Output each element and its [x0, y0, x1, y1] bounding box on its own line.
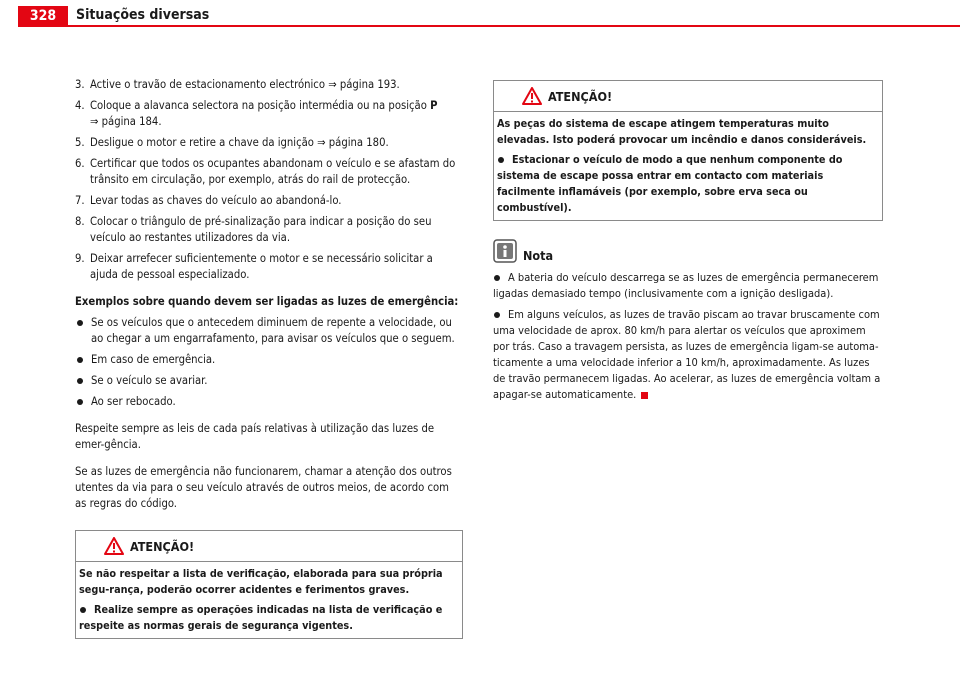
list-item: Em caso de emergência.: [75, 352, 463, 368]
note-title: Nota: [523, 248, 554, 263]
list-item: 7. Levar todas as chaves do veículo ao abandoná-lo.: [75, 194, 342, 207]
right-column: [493, 80, 883, 408]
warning-text: Se não respeitar a lista de verificação, elaborada para sua própria segu-rança, poderão ocorrer acidentes e ferimentos graves.: [79, 567, 443, 596]
warning-box: [493, 80, 883, 221]
running-title: Situações diversas: [76, 7, 210, 23]
bullet-icon: [77, 320, 83, 326]
list-item: Estacionar o veículo de modo a que nenhum componente do sistema de escape possa entrar em contacto com materiais facilmente inflamáveis (por exemplo, sobre erva seca ou combustível).: [497, 153, 843, 214]
note-header: [493, 239, 883, 267]
bullet-icon: [494, 275, 500, 281]
warning-body: [76, 562, 462, 638]
warning-triangle-icon: [104, 537, 124, 555]
list-item: Se os veículos que o antecedem diminuem de repente a velocidade, ou ao chegar a um engarrafamento, para avisar os veículos que o seguem.: [75, 315, 463, 347]
bullet-icon: [77, 399, 83, 405]
list-item: 9. Deixar arrefecer suficientemente o motor e se necessário solicitar a ajuda de pessoal especializado.: [75, 252, 433, 281]
paragraph: Respeite sempre as leis de cada país relativas à utilização das luzes de emer-gência.: [75, 422, 435, 451]
list-item: 5. Desligue o motor e retire a chave da ignição ⇒ página 180.: [75, 136, 389, 149]
note-body: [493, 270, 883, 403]
list-item: 3. Active o travão de estacionamento electrónico ⇒ página 193.: [75, 78, 400, 91]
warning-body: [494, 112, 882, 220]
warning-title: ATENÇÃO!: [548, 89, 613, 104]
list-item: 8. Colocar o triângulo de pré-sinalização para indicar a posição do seu veículo ao restantes utilizadores da via.: [75, 215, 432, 244]
bullet-icon: [498, 157, 504, 163]
list-item: 4. Coloque a alavanca selectora na posição intermédia ou na posição P ⇒ página 184.: [75, 99, 438, 128]
header-rule: [18, 25, 960, 27]
steps-list: [75, 77, 463, 283]
list-item: Ao ser rebocado.: [75, 394, 463, 410]
examples-heading: Exemplos sobre quando devem ser ligadas as luzes de emergência:: [75, 295, 459, 308]
page-header: [0, 0, 960, 28]
warning-title: ATENÇÃO!: [130, 539, 195, 554]
bullet-icon: [80, 607, 86, 613]
bullet-icon: [77, 378, 83, 384]
left-column: [75, 77, 463, 639]
end-mark-icon: [641, 392, 648, 399]
page-number: 328: [18, 6, 68, 26]
list-item: A bateria do veículo descarrega se as luzes de emergência permanecerem ligadas demasiado tempo (inclusivamente com a ignição desligada).: [493, 271, 879, 300]
list-item: 6. Certificar que todos os ocupantes abandonam o veículo e se afastam do trânsito em circulação, por exemplo, atrás do rail de protecção.: [75, 157, 456, 186]
info-note-icon: [493, 239, 517, 263]
bullet-icon: [494, 312, 500, 318]
warning-header: [494, 81, 882, 112]
bullet-icon: [77, 357, 83, 363]
paragraph: Se as luzes de emergência não funcionarem, chamar a atenção dos outros utentes da via para o seu veículo através de outros meios, de acordo com as regras do código.: [75, 465, 452, 510]
warning-header: [76, 531, 462, 562]
list-item: Se o veículo se avariar.: [75, 373, 463, 389]
warning-triangle-icon: [522, 87, 542, 105]
warning-box: [75, 530, 463, 639]
warning-text: As peças do sistema de escape atingem temperaturas muito elevadas. Isto poderá provocar um incêndio e danos consideráveis.: [497, 117, 867, 146]
list-item: Em alguns veículos, as luzes de travão piscam ao travar bruscamente com uma velocidade de aprox. 80 km/h para alertar os veículos que aproximem por trás. Caso a travagem persista, as luzes de emergência ligam-se automa-ticamente a uma velocidade inferior a 10 km/h, aproximadamente. As luzes de travão permanecem ligadas. Ao acelerar, as luzes de emergência voltam a apagar-se automaticamente.: [493, 308, 881, 401]
list-item: Realize sempre as operações indicadas na lista de verificação e respeite as normas gerais de segurança vigentes.: [79, 603, 443, 632]
